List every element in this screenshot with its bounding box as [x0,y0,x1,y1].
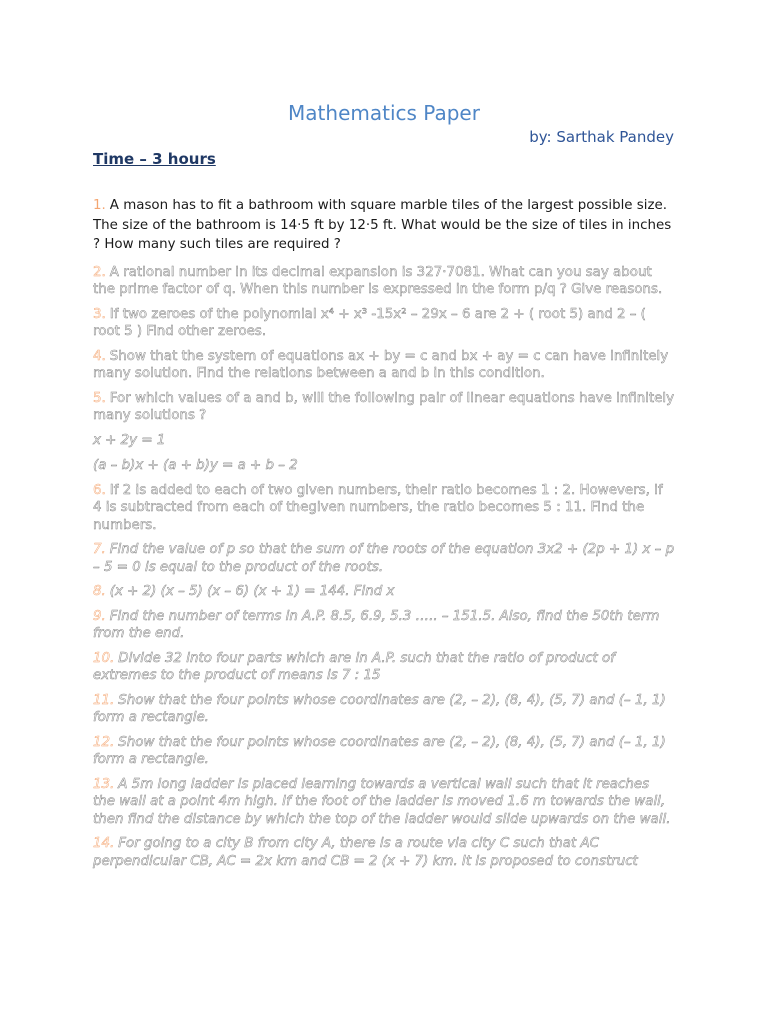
question-number: 2. [93,264,106,280]
question-text: A rational number in its decimal expansion is 327·7081. What can you say about the prime factor of q. When this number is expressed in the form p/q ? Give reasons. [93,264,663,297]
question-5 [93,390,675,425]
question-4 [93,348,675,383]
question-13 [93,776,675,829]
question-number: 8. [93,584,106,599]
question-text: Find the value of p so that the sum of the roots of the equation 3x2 + (2p + 1) x – p – 5 = 0 is equal to the product of the roots. [93,542,675,575]
question-12 [93,734,675,769]
page-title: Mathematics Paper [288,101,480,125]
equation-1: x + 2y = 1 [93,432,166,448]
question-number: 10. [93,650,115,666]
question-7 [93,541,675,576]
question-text: (x + 2) (x – 5) (x – 6) (x + 1) = 144. Find x [109,584,395,599]
question-9 [93,608,675,643]
question-text: Divide 32 into four parts which are in A.P. such that the ratio of product of extremes to the product of means is 7 : 15 [93,650,615,683]
question-8 [93,583,675,601]
question-text: Find the number of terms in A.P. 8.5, 6.9, 5.3 ….. – 151.5. Also, find the 50th term from the end. [93,608,660,641]
question-text: A mason has to fit a bathroom with square marble tiles of the largest possible size. The size of the bathroom is 14·5 ft by 12·5 ft. What would be the size of tiles in inches ? How many such tiles are required ? [93,198,672,252]
question-text: A 5m long ladder is placed learning towards a vertical wall such that it reaches the wall at a point 4m high. If the foot of the ladder is moved 1.6 m towards the wall, then find the distance by which the top of the ladder would slide upwards on the wall. [93,776,671,827]
question-number: 6. [93,482,106,498]
question-text: For which values of a and b, will the following pair of linear equations have infinitely many solutions ? [93,390,675,423]
question-text: For going to a city B from city A, there is a route via city C such that AC perpendicular CB, AC = 2x km and CB = 2 (x + 7) km. It is proposed to construct [93,836,638,869]
question-6 [93,482,675,535]
question-number: 12. [93,734,115,750]
question-list [93,196,675,877]
question-text: Show that the four points whose coordinates are (2, – 2), (8, 4), (5, 7) and (– 1, 1) form a rectangle. [93,692,666,725]
question-number: 11. [93,692,115,708]
question-number: 13. [93,776,115,792]
question-text: Show that the four points whose coordinates are (2, – 2), (8, 4), (5, 7) and (– 1, 1) form a rectangle. [93,734,666,767]
question-text: If two zeroes of the polynomial x⁴ + x³ -15x² – 29x – 6 are 2 + ( root 5) and 2 – ( root 5 ) Find other zeroes. [93,306,646,339]
question-text: If 2 is added to each of two given numbers, their ratio becomes 1 : 2. Howevers, if 4 is subtracted from each of thegiven numbers, the ratio becomes 5 : 11. Find the numbers. [93,482,663,533]
question-number: 5. [93,390,106,406]
question-number: 7. [93,542,106,557]
question-text: Show that the system of equations ax + by = c and bx + ay = c can have infinitely many solution. Find the relations between a and b in this condition. [93,348,669,381]
question-number: 3. [93,306,106,322]
question-14 [93,835,675,870]
question-number: 4. [93,348,106,364]
question-2 [93,264,675,299]
equation-2: (a – b)x + (a + b)y = a + b – 2 [93,457,298,473]
question-number: 14. [93,836,115,851]
question-1 [93,196,675,255]
time-heading: Time – 3 hours [93,150,216,168]
question-3 [93,306,675,341]
question-number: 1. [93,198,106,213]
author-line: by: Sarthak Pandey [529,128,674,146]
question-10 [93,650,675,685]
question-11 [93,692,675,727]
question-number: 9. [93,608,106,624]
